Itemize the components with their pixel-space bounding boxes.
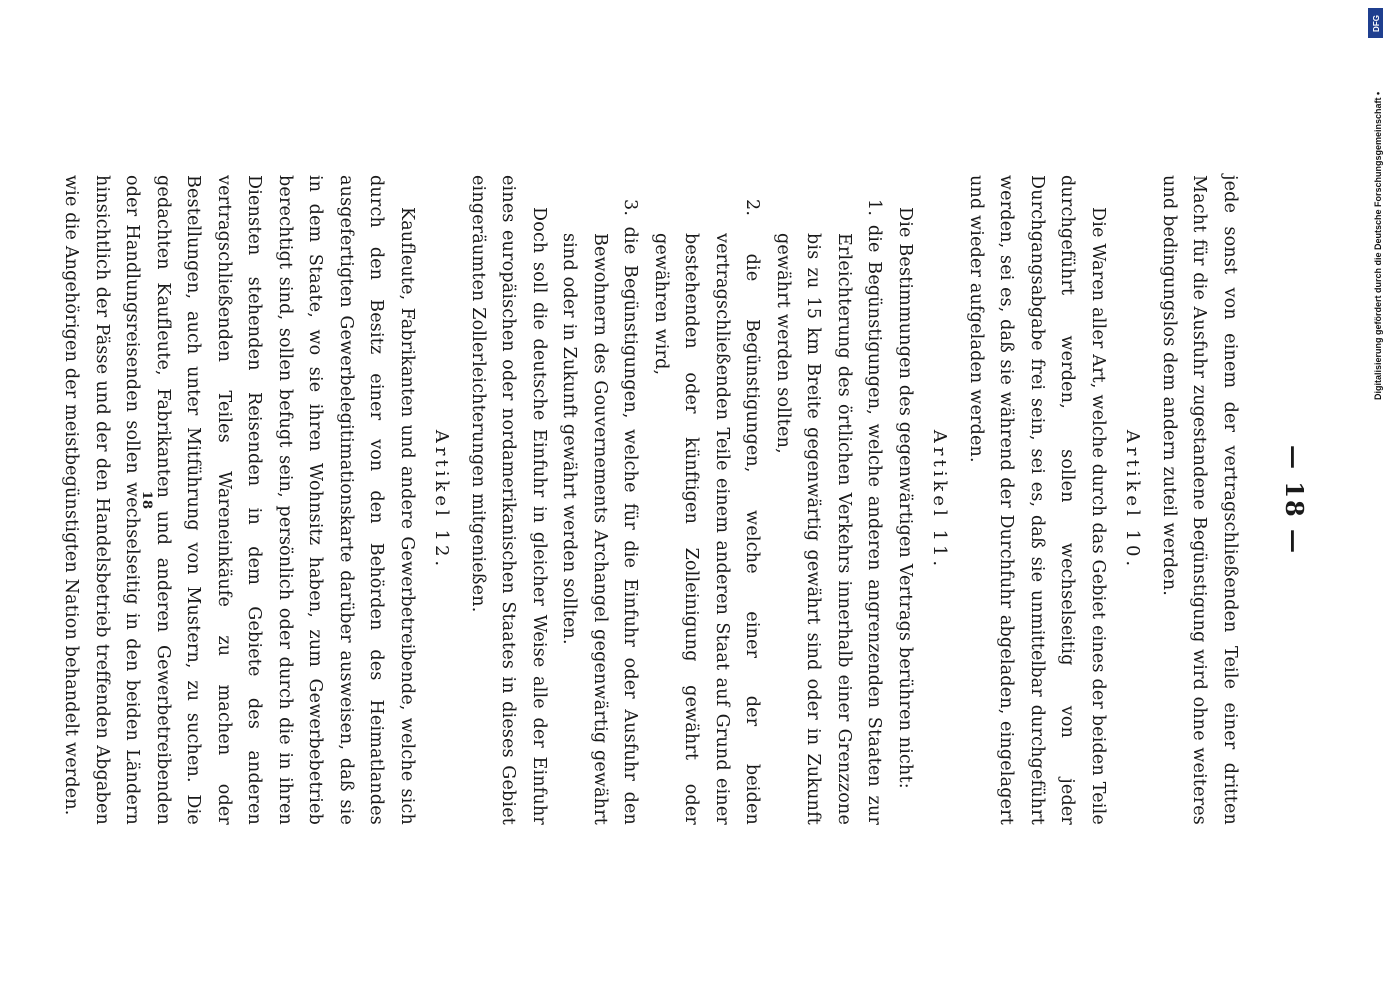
- article-11-closing: Doch soll die deutsche Einfuhr in gleicher Weise alle der Einfuhr eines europäischen oder nordamerikanischen Staates in dieses Gebiet eingeräumten Zollerleichterungen mitgenießen.: [468, 175, 549, 825]
- credit-text: Digitalisierung gefördert durch die Deutsche Forschungsgemeinschaft •: [1373, 91, 1383, 400]
- article-11-heading: Artikel 11.: [929, 429, 951, 571]
- article-11-item-2: [646, 175, 768, 825]
- article-12-text: Kaufleute, Fabrikanten und andere Gewerbetreibende, welche sich durch den Besitz einer von den Behörden des Heimatlandes ausgefertigten Gewerbelegitimationskarte darüber ausweisen, daß sie in dem Staate, wo sie ihren Wohnsitz haben, zum Gewerbebetrieb berechtigt sind, sollen befugt sein, persönlich oder durch die in ihren Diensten stehenden Reisenden in dem Gebiete des anderen vertragschließenden Teiles Wareneinkäufe zu machen oder Bestellungen, auch unter Mitführung von Mustern, zu suchen. Die gedachten Kaufleute, Fabrikanten und anderen Gewerbetreibenden oder Handlungsreisenden sollen wechselseitig in den beiden Ländern hinsichtlich der Pässe und der den Handelsbetrieb treffenden Abgaben wie die Angehörigen der meistbegünstigten Nation behandelt werden.: [61, 175, 417, 825]
- item-text: die Begünstigungen, welche anderen angrenzenden Staaten zur Erleichterung des örtlichen Verkehrs innerhalb einer Grenzzone bis zu 15 km Breite gegenwärtig gewährt sind oder in Zukunft gewährt werden sollten,: [773, 224, 885, 826]
- dfg-logo-label: DFG: [1371, 14, 1381, 32]
- item-number: 3.: [620, 199, 641, 217]
- article-12-heading: Artikel 12.: [431, 429, 453, 571]
- document-page: [61, 175, 1309, 826]
- item-number: 1.: [864, 199, 885, 217]
- article-11-item-1: [768, 175, 890, 825]
- article-10-text: Die Waren aller Art, welche durch das Gebiet eines der beiden Teile durchgeführt werden, sollen wechselseitig von jeder Durchgangsabgabe frei sein, sei es, daß sie unmittelbar durchgeführt werden, sei es, daß sie während der Durchfuhr abgeladen, eingelagert und wieder aufgeladen werden.: [966, 175, 1108, 825]
- footer-page-number: 18: [139, 490, 154, 510]
- intro-paragraph: jede sonst von einem der vertragschließenden Teile einer dritten Macht für die Ausfuhr zugestandene Begünstigung wird ohne weiteres und bedingungslos dem andern zuteil werden.: [1159, 175, 1240, 825]
- page-header: — 18 —: [1280, 444, 1309, 556]
- item-number: 2.: [742, 199, 763, 217]
- article-11-item-3: [554, 175, 646, 825]
- item-text: die Begünstigungen, welche für die Einfuhr oder Ausfuhr den Bewohnern des Gouvernements Archangel gegenwärtig gewährt sind oder in Zukunft gewährt werden sollten.: [559, 226, 641, 825]
- item-text: die Begünstigungen, welche einer der beiden vertragschließenden Teile einem anderen Staat auf Grund einer bestehenden oder künftigen Zolleinigung gewährt oder gewähren wird,: [651, 233, 763, 826]
- article-10-heading: Artikel 10.: [1122, 429, 1144, 571]
- article-11-intro: Die Bestimmungen des gegenwärtigen Vertrags berühren nicht:: [895, 207, 915, 789]
- digitization-credit: [1370, 8, 1383, 988]
